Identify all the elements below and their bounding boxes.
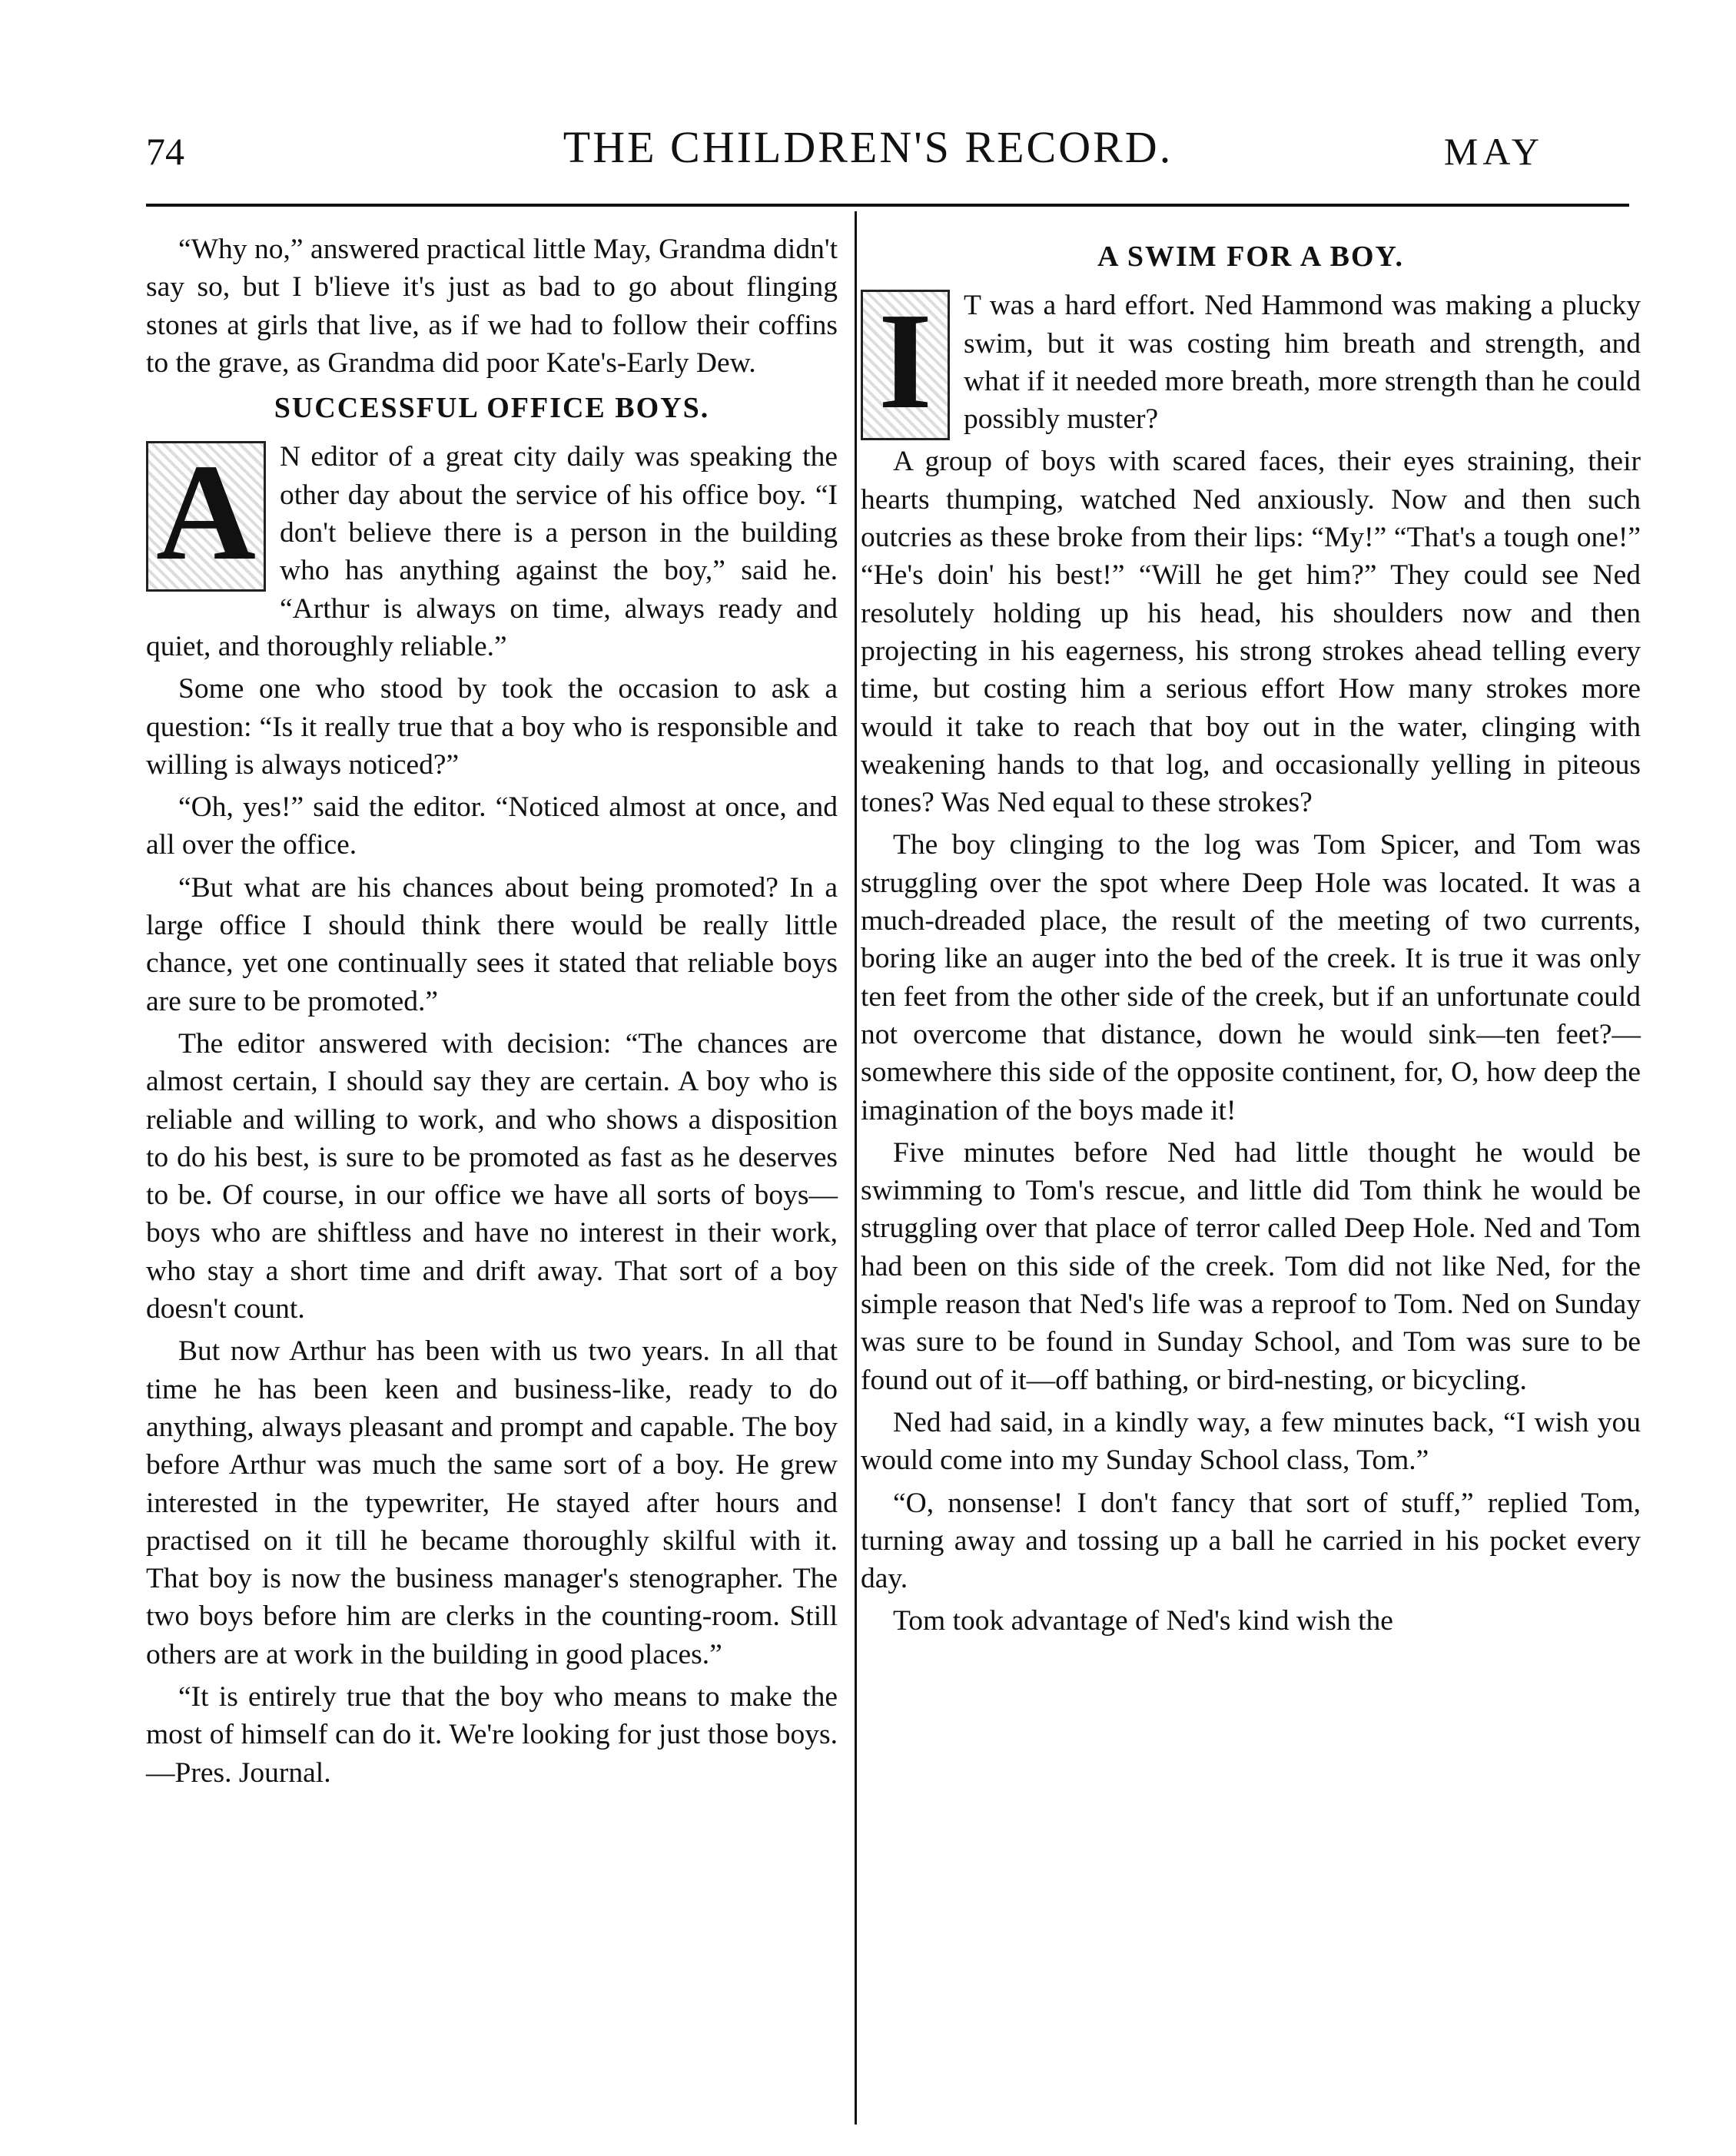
issue-month: MAY [1443,130,1544,173]
paragraph: “O, nonsense! I don't fancy that sort of stuff,” replied Tom, turning away and tossing up a ball he carried in his pocket every day. [861,1487,1641,1595]
paragraph: The boy clinging to the log was Tom Spicer, and Tom was struggling over the spot where Deep Hole was located. It was a much-dreaded place, the result of the meeting of two currents, boring like an auger into the bed of the creek. It is true it was only ten feet from the other side of the creek, but if an unfortunate could not overcome that distance, down he would sink—ten feet?—somewhere this side of the opposite continent, for, O, how deep the imagination of the boys made it! [861,829,1641,1126]
publication-title: THE CHILDREN'S RECORD. [563,122,1173,172]
right-column [861,231,1641,1645]
intro-paragraph: “Why no,” answered practical little May, Grandma didn't say so, but I b'lieve it's just as bad to go about flinging stones at girls that live, as if we had to follow their coffins to the grave, as Grandma did poor Kate's-Early Dew. [146,234,838,379]
drop-cap-a: A [146,441,266,592]
drop-cap-i: I [861,290,950,440]
paragraph: Five minutes before Ned had little thought he would be swimming to Tom's rescue, and little did Tom think he would be struggling over that place of terror called Deep Hole. Ned and Tom had been on this side of the creek. Tom did not like Ned, for the simple reason that Ned's life was a reproof to Tom. Ned on Sunday was sure to be found in Sunday School, and Tom was sure to be found out of it—off bathing, or bird-nesting, or bicycling. [861,1136,1641,1396]
paragraph: A group of boys with scared faces, their eyes straining, their hearts thumping, watched Ned anxiously. Now and then such outcries as these broke from their lips: “My!” “That's a tough one!” “He's doin' his best!” “Will he get him?” They could see Ned resolutely holding up his head, his shoulders now and then projecting in his eagerness, his strong strokes ahead telling every time, but costing him a serious effort How many strokes more would it take to reach that boy out in the water, clinging with weakening hands to that log, and occasionally yelling in piteous tones? Was Ned equal to these strokes? [861,446,1641,819]
paragraph: “It is entirely true that the boy who means to make the most of himself can do it. We're looking for just those boys.—Pres. Journal. [146,1680,838,1789]
header-rule [146,204,1629,207]
paragraph: “But what are his chances about being promoted? In a large office I should think there would be really little chance, yet one continually sees it stated that reliable boys are sure to be promoted.” [146,871,838,1017]
left-column [146,231,838,1796]
paragraph: The editor answered with decision: “The chances are almost certain, I should say they are certain. A boy who is reliable and willing to work, and who shows a disposition to do his best, is sure to be promoted as fast as he deserves to be. Of course, in our office we have all sorts of boys—boys who are shiftless and have no interest in their work, who stay a short time and drift away. That sort of a boy doesn't count. [146,1027,838,1325]
article-title-office-boys: SUCCESSFUL OFFICE BOYS. [274,392,710,425]
paragraph: T was a hard effort. Ned Hammond was making a plucky swim, but it was costing him breath and strength, and what if it needed more breath, more strength than he could possibly muster? [964,290,1641,436]
paragraph: “Oh, yes!” said the editor. “Noticed almost at once, and all over the office. [146,791,838,861]
paragraph: Ned had said, in a kindly way, a few minutes back, “I wish you would come into my Sunday School class, Tom.” [861,1406,1641,1477]
paragraph: Some one who stood by took the occasion to ask a question: “Is it really true that a boy who is responsible and willing is always noticed?” [146,673,838,781]
paragraph: Tom took advantage of Ned's kind wish the [893,1605,1393,1637]
column-divider [855,211,857,2124]
paragraph: N editor of a great city daily was speaking the other day about the service of his office boy. “I don't believe there is a person in the building who has anything against the boy,” said he. “Arthur is always on time, always ready and quiet, and thoroughly reliable.” [146,441,838,662]
paragraph: But now Arthur has been with us two years. In all that time he has been keen and business-like, ready to do anything, always pleasant and prompt and capable. The boy before Arthur was much the same sort of a boy. He grew interested in the typewriter, He stayed after hours and practised on it till he became thoroughly skilful with it. That boy is now the business manager's stenographer. The two boys before him are clerks in the counting-room. Still others are at work in the building in good places.” [146,1335,838,1670]
page-number: 74 [146,130,184,173]
article-title-swim: A SWIM FOR A BOY. [1097,240,1404,273]
